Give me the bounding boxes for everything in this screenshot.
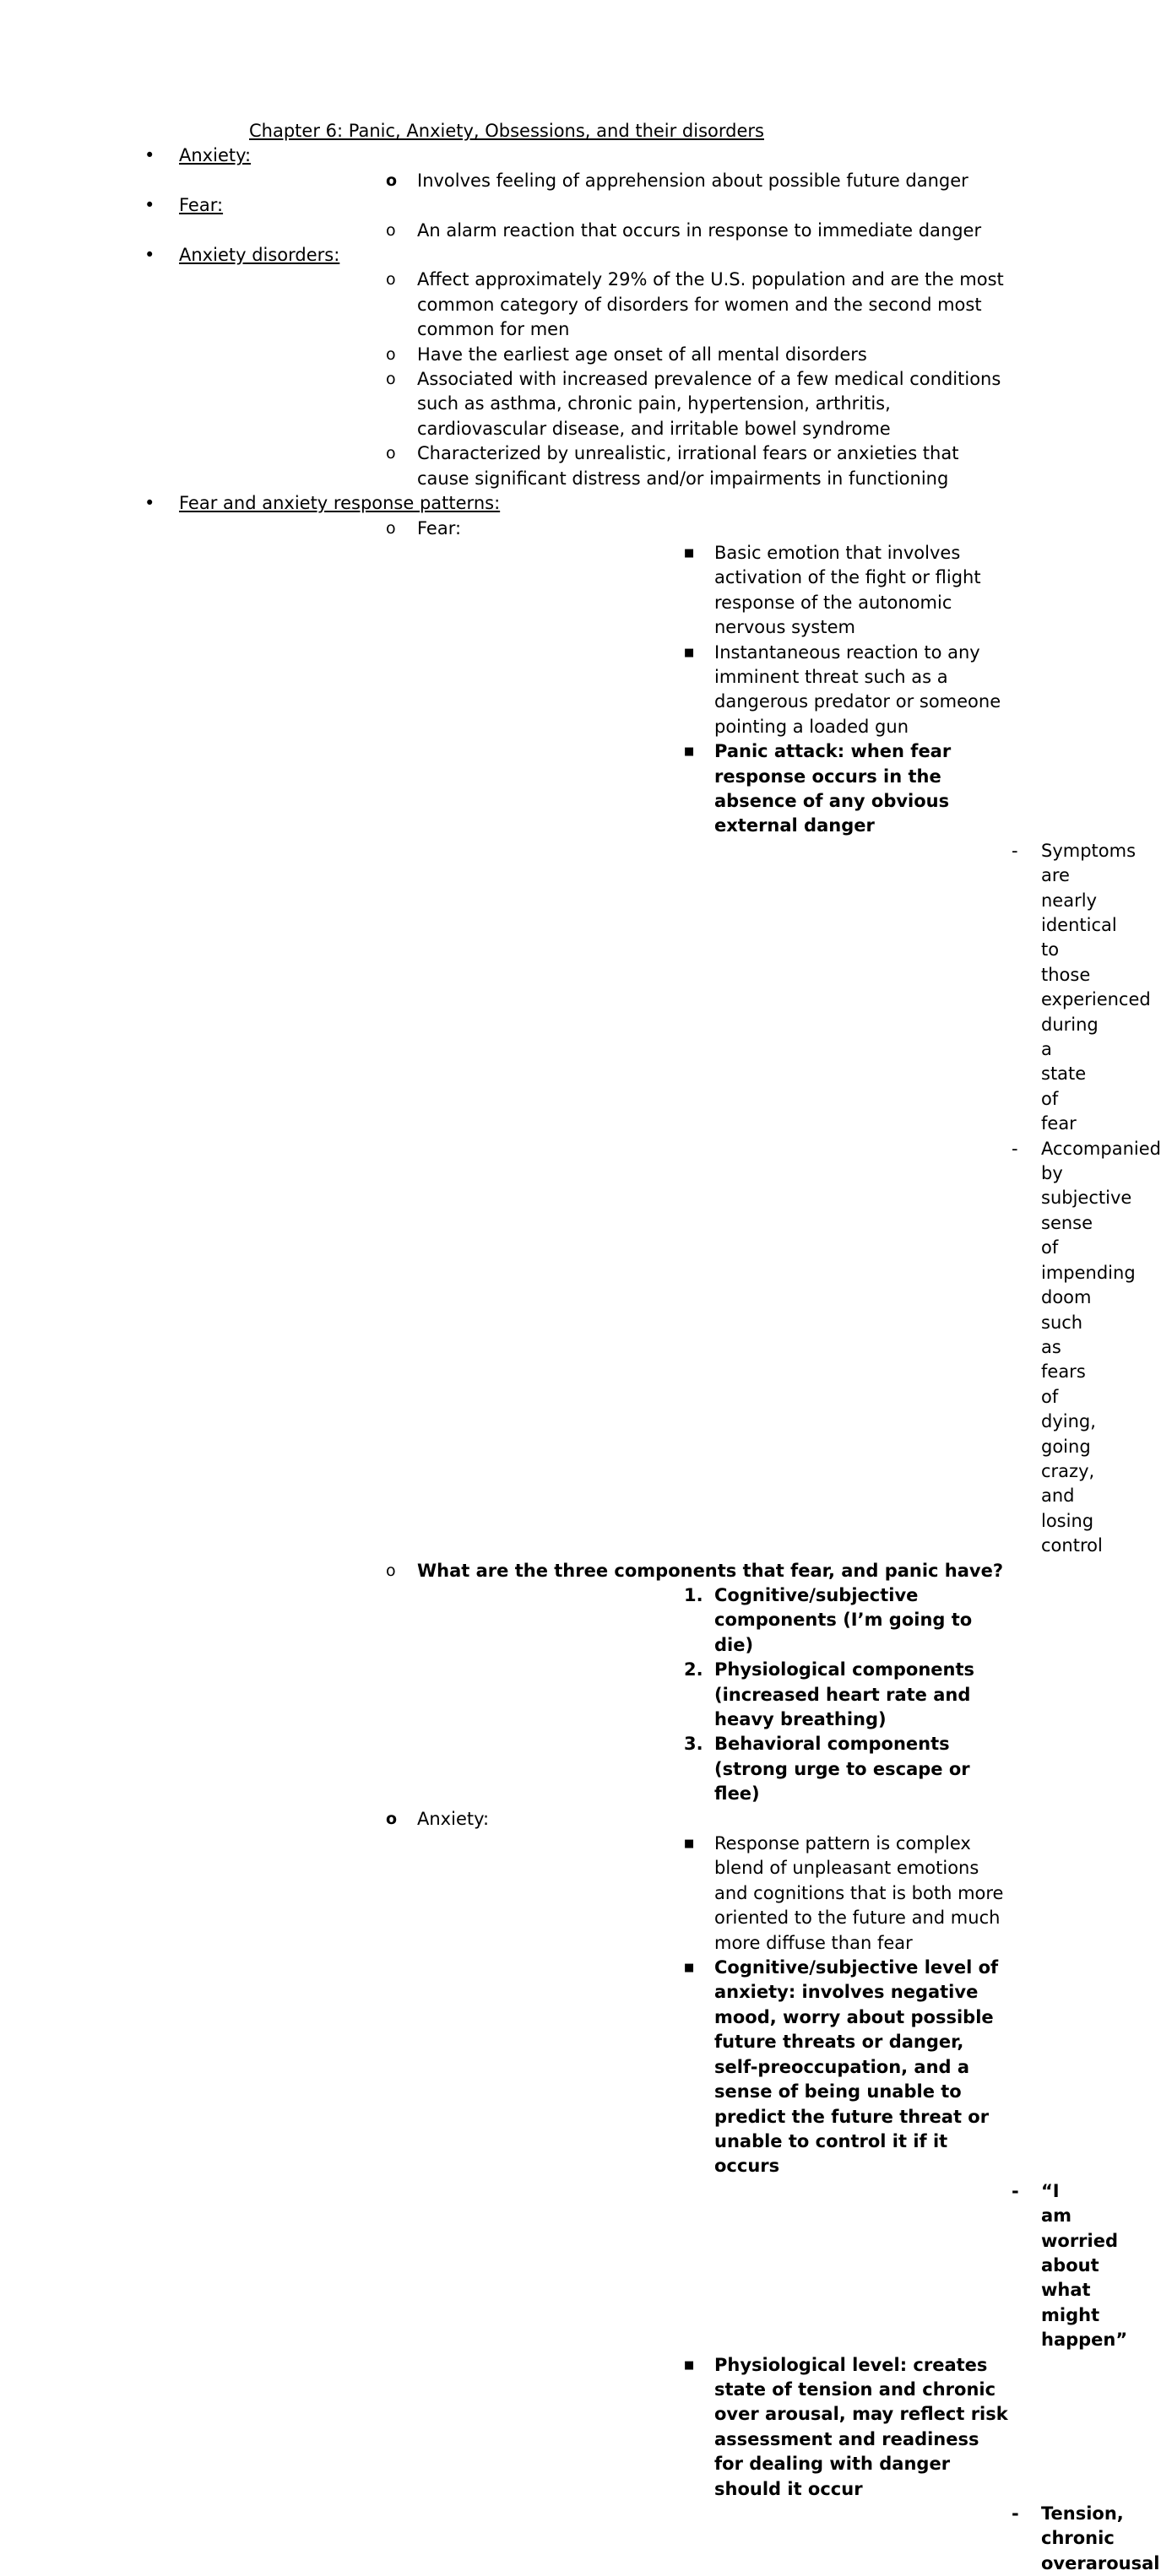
list-item: - Symptoms are nearly identical to those experienced during a state of fear xyxy=(1012,840,1151,1134)
list-item: - “I am worried about what might happen” xyxy=(1012,2180,1128,2351)
list-item-anxiety xyxy=(0,143,1013,193)
list-item-pattern-anxiety xyxy=(179,1807,1160,2576)
dash-icon: - xyxy=(1012,840,1018,861)
list-item: o Characterized by unrealistic, irrational fears or anxieties that cause significant distress and/or impairments in functioning xyxy=(386,443,959,489)
list-item: o An alarm reaction that occurs in response to immediate danger xyxy=(179,219,1013,243)
list-item: o Have the earliest age onset of all mental disorders xyxy=(179,343,1013,367)
list-item-physiological-level: ■ Physiological level: creates state of tension and chronic over arousal, may reflect risk assessment and readiness for dealing with danger should it occur - Tension, chronic overarousal xyxy=(417,2353,1013,2576)
list-item: - Accompanied by subjective sense of impending doom such as fears of dying, going crazy, and losing control xyxy=(1012,1138,1161,1556)
circle-bullet-icon: o xyxy=(386,1809,398,1828)
square-bullet-icon: ■ xyxy=(684,745,695,759)
list-item-response-patterns xyxy=(0,491,1161,2576)
square-bullet-icon: ■ xyxy=(684,1837,695,1851)
square-bullet-icon: ■ xyxy=(684,2358,695,2372)
circle-bullet-icon: o xyxy=(386,518,396,538)
heading-anxiety-disorders: Anxiety disorders: xyxy=(179,245,340,266)
list-item: ■ Basic emotion that involves activation of the fight or flight response of the autonomic nervous system xyxy=(684,542,981,638)
list-item: ■ Response pattern is complex blend of unpleasant emotions and cognitions that is both more oriented to the future and much more diffuse than fear xyxy=(684,1833,1004,1953)
components-question: What are the three components that fear, and panic have? xyxy=(417,1560,1004,1581)
list-item: o Associated with increased prevalence of a few medical conditions such as asthma, chronic pain, hypertension, arthritis, cardiovascular disease, and irritable bowel syndrome xyxy=(386,369,1001,439)
item-number: 1. xyxy=(684,1584,703,1605)
list-item-anxiety-disorders xyxy=(0,243,1013,491)
dash-icon: - xyxy=(1012,2503,1019,2524)
list-item-pattern-fear xyxy=(179,517,1161,1559)
bullet-icon: • xyxy=(144,245,155,266)
list-item: ■ Instantaneous reaction to any imminent threat such as a dangerous predator or someone pointing a loaded gun xyxy=(684,641,1001,737)
circle-bullet-icon: o xyxy=(386,170,398,190)
list-item: o Affect approximately 29% of the U.S. population and are the most common category of disorders for women and the second most common for men xyxy=(386,269,1004,340)
circle-bullet-icon: o xyxy=(386,220,396,240)
bullet-icon: • xyxy=(144,195,155,216)
dash-icon: - xyxy=(1012,2180,1019,2201)
item-number: 2. xyxy=(684,1659,703,1680)
circle-bullet-icon: o xyxy=(386,370,396,389)
outline-list xyxy=(0,143,1161,2576)
numbered-item: 3. Behavioral components (strong urge to escape or flee) xyxy=(684,1734,970,1805)
bullet-icon: • xyxy=(144,145,155,166)
list-item-panic-attack: ■ Panic attack: when fear response occurs in the absence of any obvious external danger - Symptoms are nearly identical to those experienced during a state of fear - Accompanied by subjective sense of impending doom such as fears of dying, going crazy, and losing control xyxy=(417,739,1013,1558)
numbered-item: 1. Cognitive/subjective components (I’m going to die) xyxy=(684,1584,973,1655)
list-item-components xyxy=(179,1559,1013,1807)
subheading-fear: Fear: xyxy=(417,517,462,538)
square-bullet-icon: ■ xyxy=(684,546,695,560)
subheading-anxiety: Anxiety: xyxy=(417,1808,490,1829)
dash-icon: - xyxy=(1012,1138,1018,1159)
circle-bullet-icon: o xyxy=(386,1561,396,1580)
circle-bullet-icon: o xyxy=(386,344,396,364)
numbered-item: 2. Physiological components (increased heart rate and heavy breathing) xyxy=(684,1659,975,1729)
circle-bullet-icon: o xyxy=(386,444,396,463)
heading-anxiety: Anxiety: xyxy=(179,145,252,166)
item-number: 3. xyxy=(684,1734,703,1755)
bullet-icon: • xyxy=(144,493,155,514)
heading-response-patterns: Fear and anxiety response patterns: xyxy=(179,493,501,514)
list-item-fear xyxy=(0,193,1013,243)
list-item: o Involves feeling of apprehension about possible future danger xyxy=(179,169,1013,193)
square-bullet-icon: ■ xyxy=(684,646,695,659)
list-item-cognitive-level: ■ Cognitive/subjective level of anxiety: involves negative mood, worry about possible future threats or danger, self-preoccupation, and a sense of being unable to predict the future threat or unable to control it if it occurs - “I am worried about what might happen” xyxy=(417,1956,1013,2353)
heading-fear: Fear: xyxy=(179,195,224,216)
page-title: Chapter 6: Panic, Anxiety, Obsessions, and their disorders xyxy=(249,121,764,141)
circle-bullet-icon: o xyxy=(386,270,396,290)
document-page xyxy=(0,119,1161,2576)
list-item: - Tension, chronic overarousal xyxy=(1012,2503,1160,2573)
square-bullet-icon: ■ xyxy=(684,1962,695,1975)
